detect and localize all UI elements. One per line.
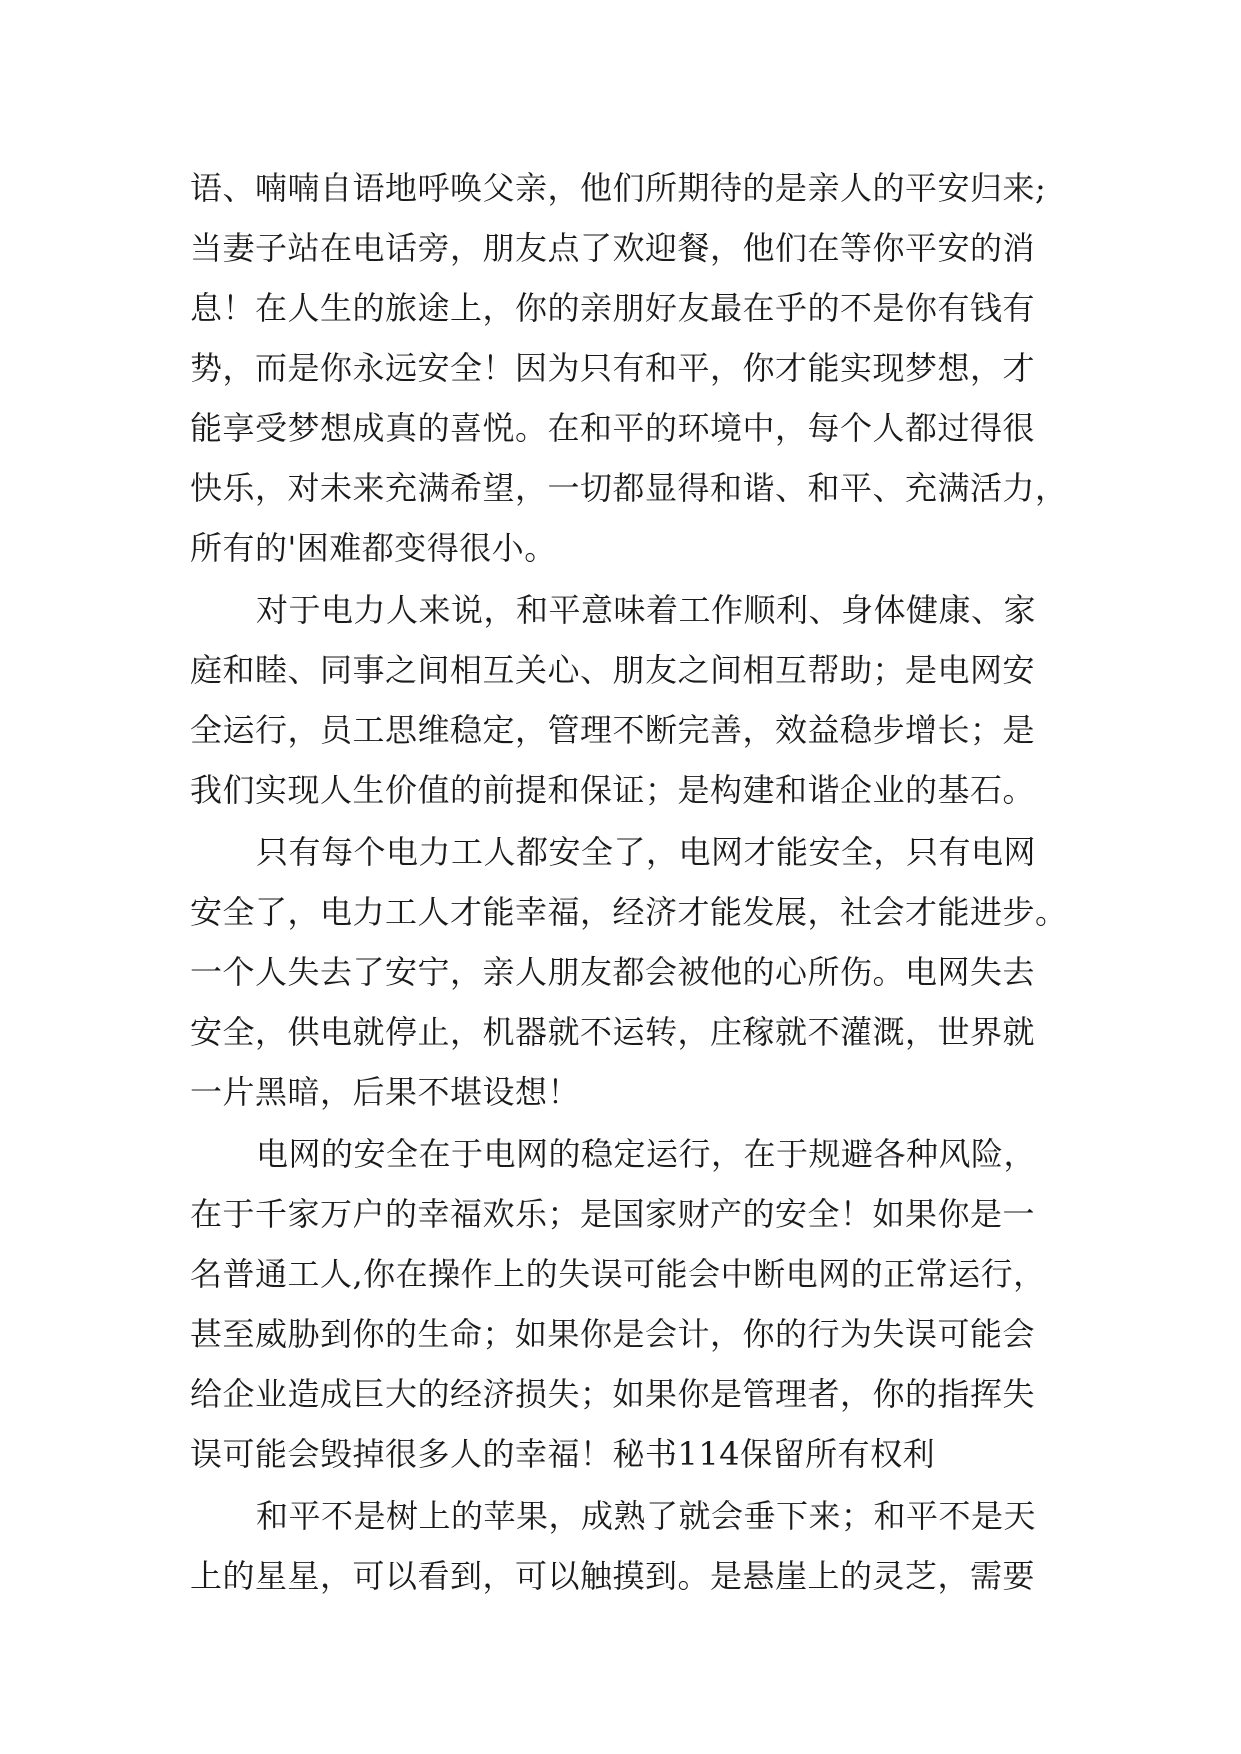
paragraph-start-line: 只有每个电力工人都安全了，电网才能安全，只有电网	[256, 833, 1037, 871]
text-line: 息！在人生的旅途上，你的亲朋好友最在乎的不是你有钱有	[190, 289, 1036, 327]
paragraph-start-line: 电网的安全在于电网的稳定运行，在于规避各种风险，	[256, 1135, 1037, 1173]
paragraph-start-line: 对于电力人来说，和平意味着工作顺利、身体健康、家	[256, 591, 1037, 629]
text-line: 快乐，对未来充满希望，一切都显得和谐、和平、充满活力，	[190, 469, 1068, 507]
text-line: 误可能会毁掉很多人的幸福！秘书114保留所有权利	[190, 1435, 936, 1473]
text-line: 甚至威胁到你的生命；如果你是会计，你的行为失误可能会	[190, 1315, 1036, 1353]
text-line: 当妻子站在电话旁，朋友点了欢迎餐，他们在等你平安的消	[190, 229, 1036, 267]
text-line: 给企业造成巨大的经济损失；如果你是管理者，你的指挥失	[190, 1375, 1036, 1413]
text-line: 我们实现人生价值的前提和保证；是构建和谐企业的基石。	[190, 771, 1036, 809]
text-line: 能享受梦想成真的喜悦。在和平的环境中，每个人都过得很	[190, 409, 1036, 447]
text-line: 上的星星，可以看到，可以触摸到。是悬崖上的灵芝，需要	[190, 1557, 1036, 1595]
text-line: 势，而是你永远安全！因为只有和平，你才能实现梦想，才	[190, 349, 1036, 387]
text-line: 名普通工人,你在操作上的失误可能会中断电网的正常运行，	[190, 1255, 1046, 1293]
body-text	[190, 158, 1070, 1606]
text-line: 全运行，员工思维稳定，管理不断完善，效益稳步增长；是	[190, 711, 1036, 749]
text-line: 一个人失去了安宁，亲人朋友都会被他的心所伤。电网失去	[190, 953, 1036, 991]
text-line: 安全了，电力工人才能幸福，经济才能发展，社会才能进步。	[190, 893, 1068, 931]
text-line: 一片黑暗，后果不堪设想！	[190, 1073, 581, 1111]
text-line: 安全，供电就停止，机器就不运转，庄稼就不灌溉，世界就	[190, 1013, 1036, 1051]
text-line: 庭和睦、同事之间相互关心、朋友之间相互帮助；是电网安	[190, 651, 1036, 689]
text-line: 所有的'困难都变得很小。	[190, 529, 557, 567]
text-line: 在于千家万户的幸福欢乐；是国家财产的安全！如果你是一	[190, 1195, 1036, 1233]
paragraph-start-line: 和平不是树上的苹果，成熟了就会垂下来；和平不是天	[256, 1497, 1037, 1535]
text-line: 语、喃喃自语地呼唤父亲，他们所期待的是亲人的平安归来;	[190, 169, 1047, 207]
